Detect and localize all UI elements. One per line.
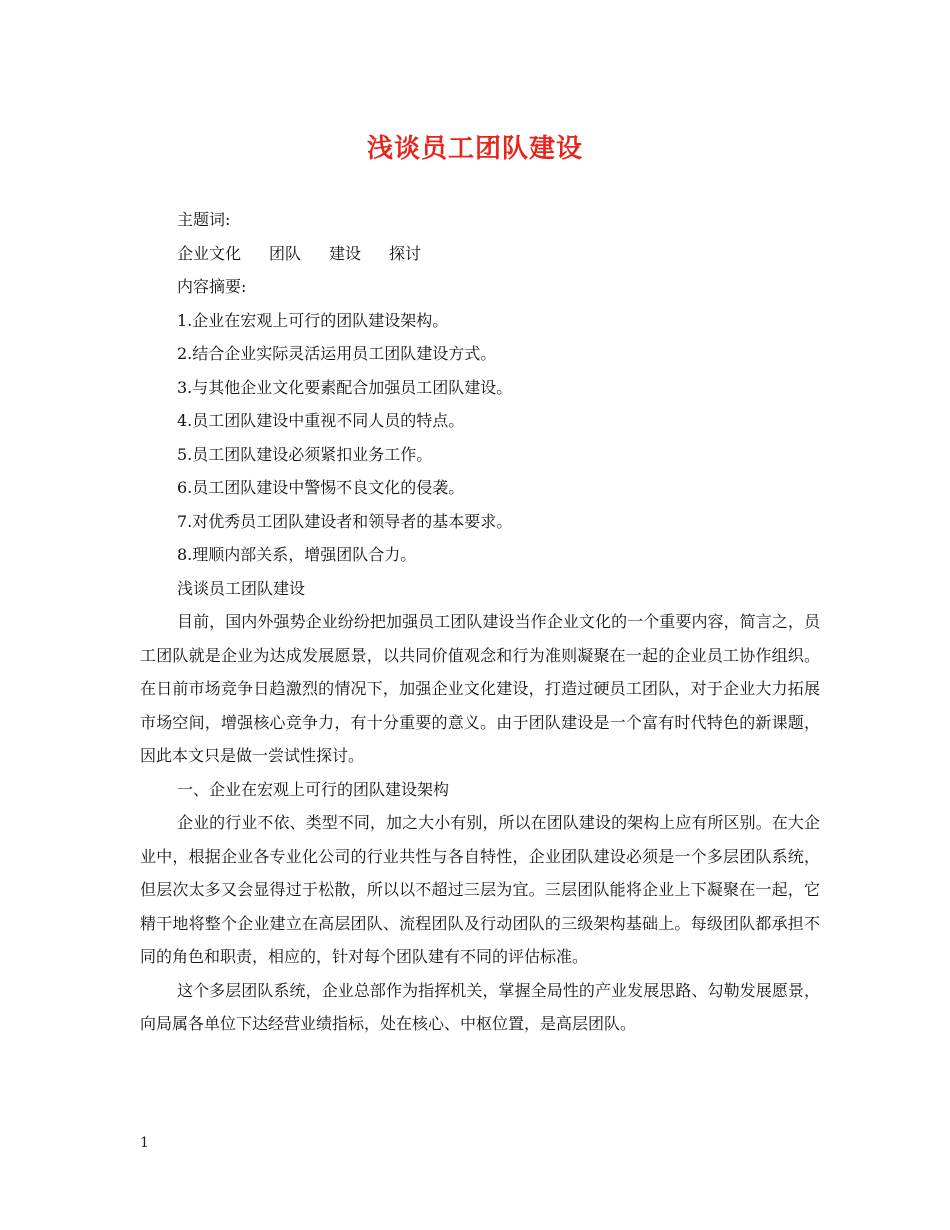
abstract-item: 3.与其他企业文化要素配合加强员工团队建设。 bbox=[177, 377, 513, 397]
document-body bbox=[140, 203, 820, 1041]
keyword: 探讨 bbox=[389, 243, 422, 263]
body-paragraph: 企业的行业不依、类型不同，加之大小有别，所以在团队建设的架构上应有所区别。在大企业中，根据企业各专业化公司的行业共性与各自特性，企业团队建设必须是一个多层团队系统，但层次太多又会显得过于松散，所以以不超过三层为宜。三层团队能将企业上下凝聚在一起，它精干地将整个企业建立在高层团队、流程团队及行动团队的三级架构基础上。每级团队都承担不同的角色和职责，相应的，针对每个团队建有不同的评估标准。 bbox=[140, 813, 820, 966]
abstract-item: 1.企业在宏观上可行的团队建设架构。 bbox=[177, 310, 449, 330]
abstract-item: 4.员工团队建设中重视不同人员的特点。 bbox=[177, 411, 465, 430]
abstract-item: 8.理顺内部关系，增强团队合力。 bbox=[177, 545, 417, 564]
keywords-list bbox=[140, 237, 820, 271]
subtitle: 浅谈员工团队建设 bbox=[177, 578, 306, 598]
abstract-item: 5.员工团队建设必须紧扣业务工作。 bbox=[177, 444, 433, 464]
keyword: 企业文化 bbox=[177, 243, 242, 263]
body-paragraph: 这个多层团队系统，企业总部作为指挥机关，掌握全局性的产业发展思路、勾勒发展愿景，向局属各单位下达经营业绩指标，处在核心、中枢位置，是高层团队。 bbox=[140, 980, 820, 1033]
keywords-label: 主题词: bbox=[177, 210, 231, 229]
body-paragraph: 目前，国内外强势企业纷纷把加强员工团队建设当作企业文化的一个重要内容，简言之，员工团队就是企业为达成发展愿景，以共同价值观念和行为准则凝聚在一起的企业员工协作组织。在日前市场竞争日趋激烈的情况下，加强企业文化建设，打造过硬员工团队，对于企业大力拓展市场空间，增强核心竞争力，有十分重要的意义。由于团队建设是一个富有时代特色的新课题，因此本文只是做一尝试性探讨。 bbox=[140, 612, 820, 765]
abstract-item: 6.员工团队建设中警惕不良文化的侵袭。 bbox=[177, 478, 465, 497]
abstract-item: 7.对优秀员工团队建设者和领导者的基本要求。 bbox=[177, 511, 513, 531]
abstract-label: 内容摘要: bbox=[177, 277, 247, 296]
abstract-item: 2.结合企业实际灵活运用员工团队建设方式。 bbox=[177, 344, 497, 363]
section-heading: 一、企业在宏观上可行的团队建设架构 bbox=[177, 779, 450, 799]
document-title: 浅谈员工团队建设 bbox=[366, 134, 583, 164]
keyword: 建设 bbox=[329, 243, 362, 263]
keyword: 团队 bbox=[269, 243, 302, 263]
page-number: 1 bbox=[140, 1135, 149, 1151]
